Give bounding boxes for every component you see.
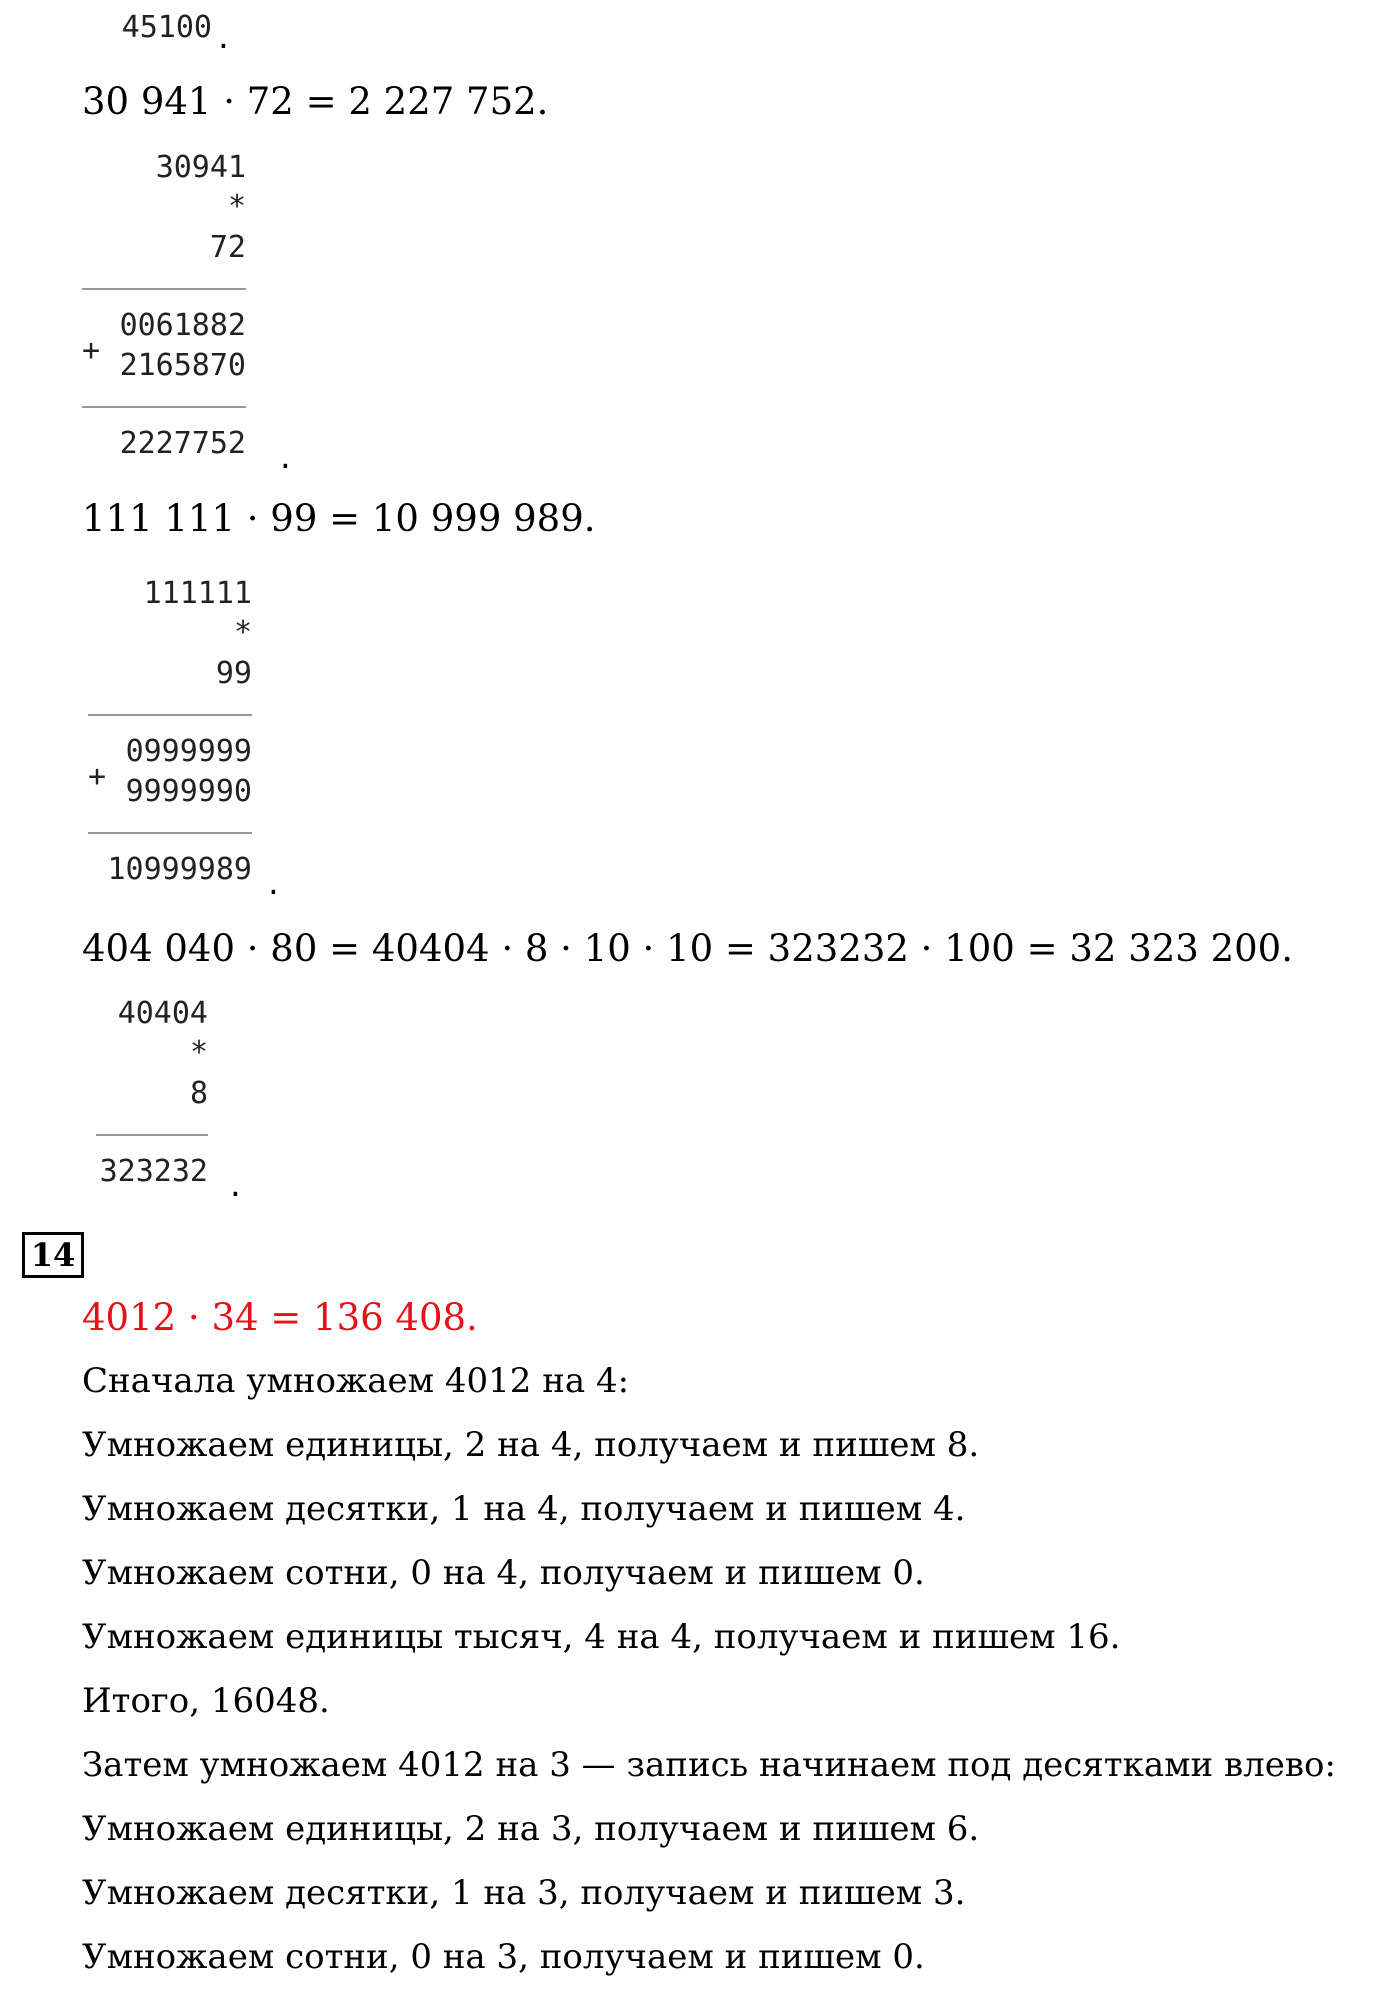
equation-2: 111 111 · 99 = 10 999 989. bbox=[82, 497, 596, 540]
product-result: 10999989 bbox=[107, 852, 252, 887]
partial-product-2: 9999990 bbox=[125, 774, 252, 809]
multiply-sign: * bbox=[189, 1035, 208, 1070]
multiplier: 99 bbox=[215, 656, 252, 691]
divider-line bbox=[82, 406, 246, 408]
result-dot: . bbox=[280, 437, 291, 477]
explanation-line: Умножаем десятки, 1 на 4, получаем и пишем 4. bbox=[82, 1489, 966, 1529]
column-multiplication-1 bbox=[82, 150, 246, 470]
explanation-line: Затем умножаем 4012 на 3 — запись начинаем под десятками влево: bbox=[82, 1745, 1336, 1785]
column-multiplication-2 bbox=[88, 576, 252, 896]
product-result: 2227752 bbox=[119, 426, 246, 461]
column-multiplication-3 bbox=[96, 996, 208, 1196]
product-result: 323232 bbox=[99, 1154, 208, 1189]
multiply-sign: * bbox=[227, 189, 246, 224]
multiplicand: 111111 bbox=[143, 576, 252, 611]
partial-product-2: 2165870 bbox=[119, 348, 246, 383]
partial-product-1: 0999999 bbox=[125, 734, 252, 769]
plus-sign: + bbox=[88, 759, 107, 794]
result-dot: . bbox=[268, 863, 279, 903]
divider-line bbox=[82, 288, 246, 290]
divider-line bbox=[96, 1134, 208, 1136]
multiplier: 72 bbox=[209, 230, 246, 265]
top-result: 45100 bbox=[121, 10, 212, 45]
explanation-line: Умножаем сотни, 0 на 4, получаем и пишем 0. bbox=[82, 1553, 925, 1593]
top-calc bbox=[100, 10, 212, 50]
result-dot: . bbox=[230, 1165, 241, 1205]
partial-product-1: 0061882 bbox=[119, 308, 246, 343]
explanation-line: Умножаем единицы, 2 на 3, получаем и пишем 6. bbox=[82, 1809, 980, 1849]
explanation-line: Умножаем единицы, 2 на 4, получаем и пишем 8. bbox=[82, 1425, 980, 1465]
top-result-dot: . bbox=[218, 17, 229, 57]
multiply-sign: * bbox=[233, 615, 252, 650]
multiplicand: 40404 bbox=[117, 996, 208, 1031]
task-equation: 4012 · 34 = 136 408. bbox=[82, 1296, 478, 1339]
explanation-line: Умножаем сотни, 0 на 3, получаем и пишем 0. bbox=[82, 1937, 925, 1977]
equation-3: 404 040 · 80 = 40404 · 8 · 10 · 10 = 323232 · 100 = 32 323 200. bbox=[82, 927, 1293, 970]
plus-sign: + bbox=[82, 333, 101, 368]
task-number-box: 14 bbox=[22, 1232, 84, 1278]
divider-line bbox=[88, 832, 252, 834]
divider-line bbox=[88, 714, 252, 716]
multiplier: 8 bbox=[189, 1076, 208, 1111]
equation-1: 30 941 · 72 = 2 227 752. bbox=[82, 80, 549, 123]
multiplicand: 30941 bbox=[155, 150, 246, 185]
explanation-line: Умножаем десятки, 1 на 3, получаем и пишем 3. bbox=[82, 1873, 966, 1913]
explanation-line: Итого, 16048. bbox=[82, 1681, 330, 1721]
explanation-line: Умножаем единицы тысяч, 4 на 4, получаем и пишем 16. bbox=[82, 1617, 1121, 1657]
explanation-line: Сначала умножаем 4012 на 4: bbox=[82, 1361, 630, 1401]
